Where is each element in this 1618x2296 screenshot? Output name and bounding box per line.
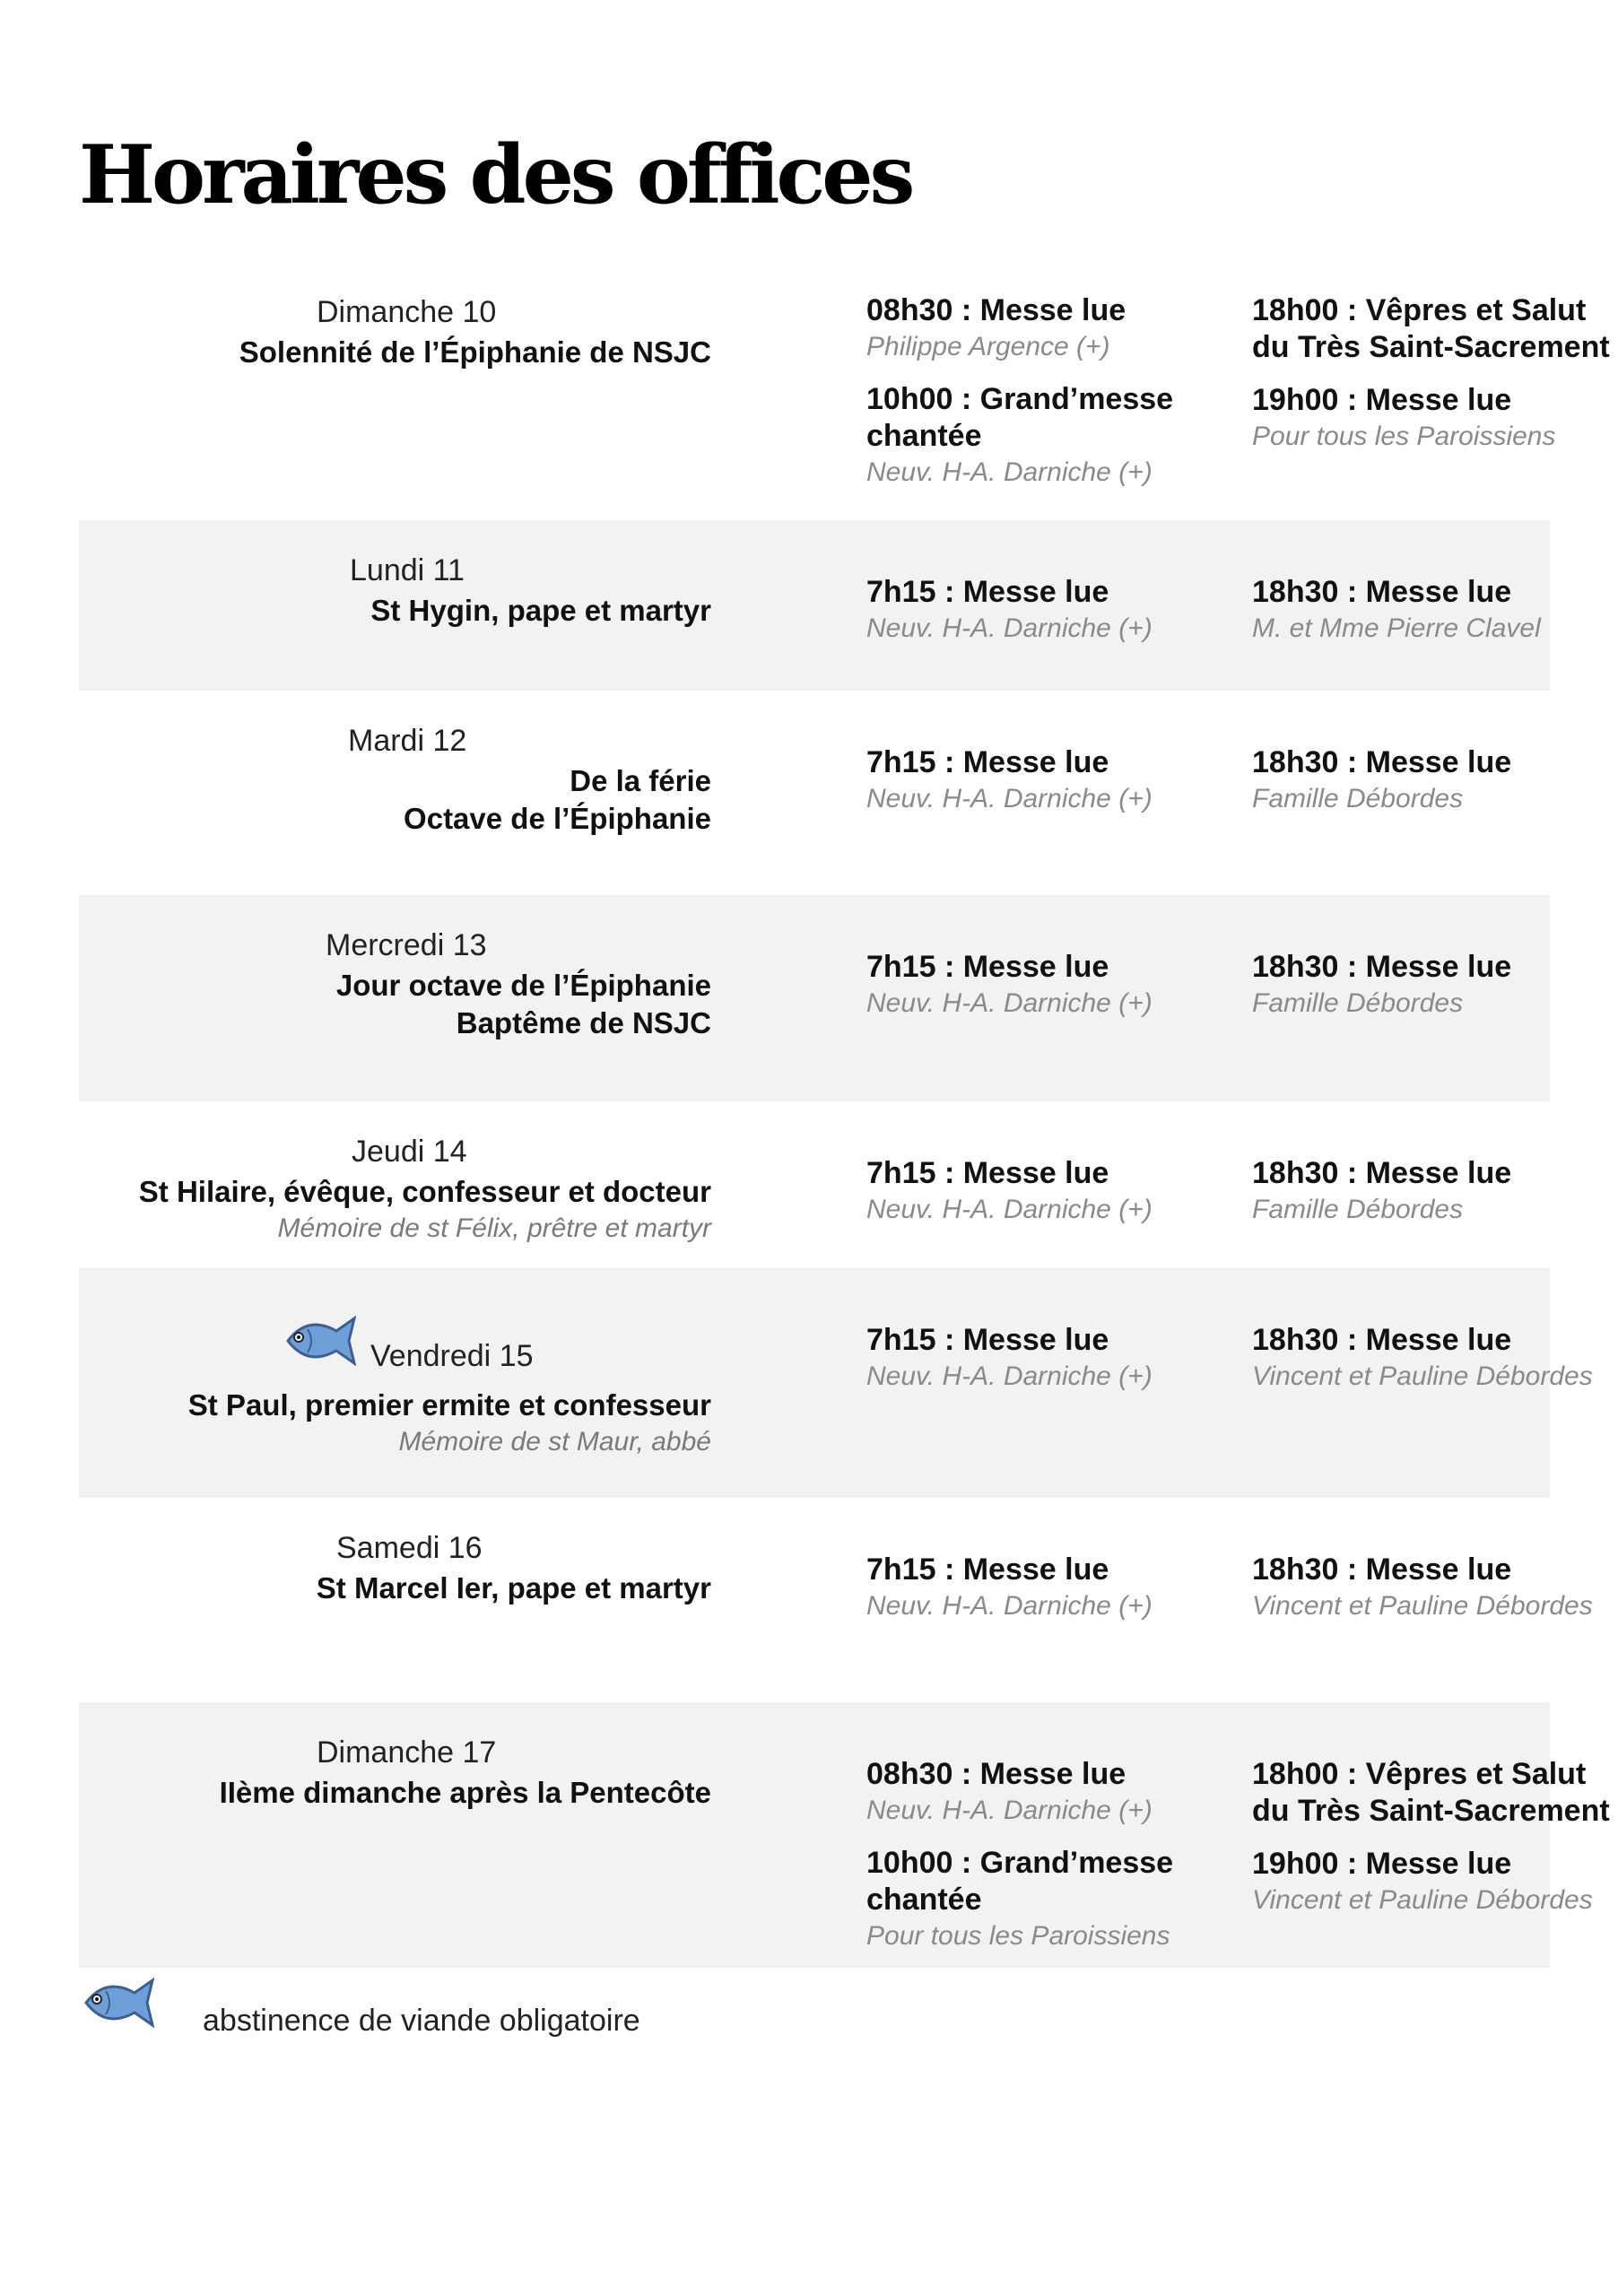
mass-intention: Vincent et Pauline Débordes [1252,1361,1593,1391]
feast-title: St Hygin, pape et martyr [370,594,711,627]
service-title: 7h15 : Messe lue [866,1323,1109,1357]
feast-title: De la férie [570,764,711,797]
day-name: Lundi 11 [350,553,465,587]
legend [79,1973,886,2045]
day-cell [79,1702,725,1968]
service-title: 7h15 : Messe lue [866,1156,1109,1190]
service-slot [1252,744,1618,817]
service-title: 18h00 : Vêpres et Salut du Très Saint-Sacrement [1252,293,1610,364]
service-title: 08h30 : Messe lue [866,1757,1127,1791]
day-cell [79,520,725,691]
morning-services [866,949,1216,1038]
service-title: 7h15 : Messe lue [866,575,1109,609]
day-name: Dimanche 10 [317,295,497,329]
feast-title: Baptême de NSJC [456,1006,711,1039]
mass-intention: Famille Débordes [1252,1195,1464,1224]
service-slot [866,1845,1216,1954]
service-slot [866,574,1216,647]
service-slot [1252,574,1618,647]
day-cell [79,1101,725,1268]
evening-services [1252,949,1618,1038]
service-slot [1252,292,1618,366]
evening-services [1252,574,1618,663]
service-slot [866,292,1216,365]
service-slot [866,1756,1216,1829]
day-row [79,691,1550,895]
schedule-table [79,278,1610,1968]
mass-intention: Pour tous les Paroissiens [1252,422,1556,451]
day-row [79,1498,1593,1702]
service-slot [1252,1322,1618,1395]
day-row [79,895,1550,1101]
page-title: Horaires des offices [79,127,912,222]
service-title: 10h00 : Grand’messe chantée [866,1846,1174,1917]
service-slot [1252,1155,1618,1228]
day-name: Dimanche 17 [317,1735,497,1770]
mass-intention: Pour tous les Paroissiens [866,1921,1170,1951]
fish-icon [281,1311,356,1378]
mass-intention: Neuv. H-A. Darniche (+) [866,457,1153,487]
feast-title: IIème dimanche après la Pentecôte [219,1776,711,1809]
feast-title: St Marcel Ier, pape et martyr [316,1571,711,1605]
mass-intention: M. et Mme Pierre Clavel [1252,613,1541,643]
service-slot [1252,949,1618,1022]
service-title: 18h30 : Messe lue [1252,1323,1512,1357]
morning-services [866,744,1216,833]
service-title: 18h30 : Messe lue [1252,1552,1512,1587]
feast-title: St Paul, premier ermite et confesseur [187,1388,711,1422]
day-name: Mercredi 13 [326,928,487,962]
mass-intention: Neuv. H-A. Darniche (+) [866,784,1153,813]
evening-services [1252,1756,1618,1935]
evening-services [1252,1155,1618,1244]
evening-services [1252,1322,1618,1411]
day-name: Jeudi 14 [352,1135,467,1169]
mass-intention: Famille Débordes [1252,784,1464,813]
service-slot [1252,1846,1618,1918]
day-name: Samedi 16 [336,1531,483,1565]
service-title: 7h15 : Messe lue [866,950,1109,984]
feast-title: Octave de l’Épiphanie [404,802,711,835]
mass-intention: Vincent et Pauline Débordes [1252,1591,1593,1621]
mass-intention: Philippe Argence (+) [866,332,1110,361]
fish-icon [79,1973,154,2037]
evening-services [1252,1552,1618,1640]
day-cell [79,1498,725,1702]
service-title: 19h00 : Messe lue [1252,383,1512,417]
morning-services [866,1756,1216,1970]
feast-title: Jour octave de l’Épiphanie [335,969,711,1002]
day-row [79,1702,1610,1968]
morning-services [866,1552,1216,1640]
service-title: 7h15 : Messe lue [866,1552,1109,1587]
service-slot [1252,1756,1618,1830]
legend-text: abstinence de viande obligatoire [203,2004,640,2038]
day-cell [79,1268,725,1498]
day-cell [79,691,725,895]
mass-intention: Neuv. H-A. Darniche (+) [866,988,1153,1018]
evening-services [1252,744,1618,833]
mass-intention: Vincent et Pauline Débordes [1252,1885,1593,1915]
service-title: 18h30 : Messe lue [1252,745,1512,779]
day-row [79,520,1550,691]
service-title: 19h00 : Messe lue [1252,1847,1512,1881]
mass-intention: Neuv. H-A. Darniche (+) [866,613,1153,643]
day-name: Vendredi 15 [370,1339,534,1373]
evening-services [1252,292,1618,471]
day-row [79,1101,1550,1268]
day-row [79,1268,1593,1498]
service-title: 18h30 : Messe lue [1252,1156,1512,1190]
mass-intention: Famille Débordes [1252,988,1464,1018]
mass-intention: Neuv. H-A. Darniche (+) [866,1195,1153,1224]
service-title: 10h00 : Grand’messe chantée [866,382,1174,453]
feast-title: St Hilaire, évêque, confesseur et docteur [138,1175,711,1208]
service-title: 7h15 : Messe lue [866,745,1109,779]
service-slot [866,744,1216,817]
morning-services [866,1155,1216,1244]
mass-intention: Neuv. H-A. Darniche (+) [866,1361,1153,1391]
mass-intention: Neuv. H-A. Darniche (+) [866,1591,1153,1621]
service-slot [866,1322,1216,1395]
feast-title: Solennité de l’Épiphanie de NSJC [239,335,711,369]
day-cell [79,895,725,1101]
morning-services [866,1322,1216,1411]
service-title: 18h00 : Vêpres et Salut du Très Saint-Sacrement [1252,1757,1610,1828]
mass-intention: Neuv. H-A. Darniche (+) [866,1796,1153,1825]
service-slot [866,381,1216,491]
commemoration: Mémoire de st Félix, prêtre et martyr [277,1213,711,1243]
service-title: 18h30 : Messe lue [1252,575,1512,609]
day-name: Mardi 12 [348,724,467,758]
service-slot [866,1155,1216,1228]
day-cell [79,278,725,520]
service-slot [866,1552,1216,1624]
service-slot [866,949,1216,1022]
service-title: 08h30 : Messe lue [866,293,1127,327]
service-slot [1252,1552,1618,1624]
morning-services [866,574,1216,663]
service-title: 18h30 : Messe lue [1252,950,1512,984]
commemoration: Mémoire de st Maur, abbé [398,1427,711,1457]
service-slot [1252,382,1618,455]
morning-services [866,292,1216,507]
day-row [79,278,1610,520]
